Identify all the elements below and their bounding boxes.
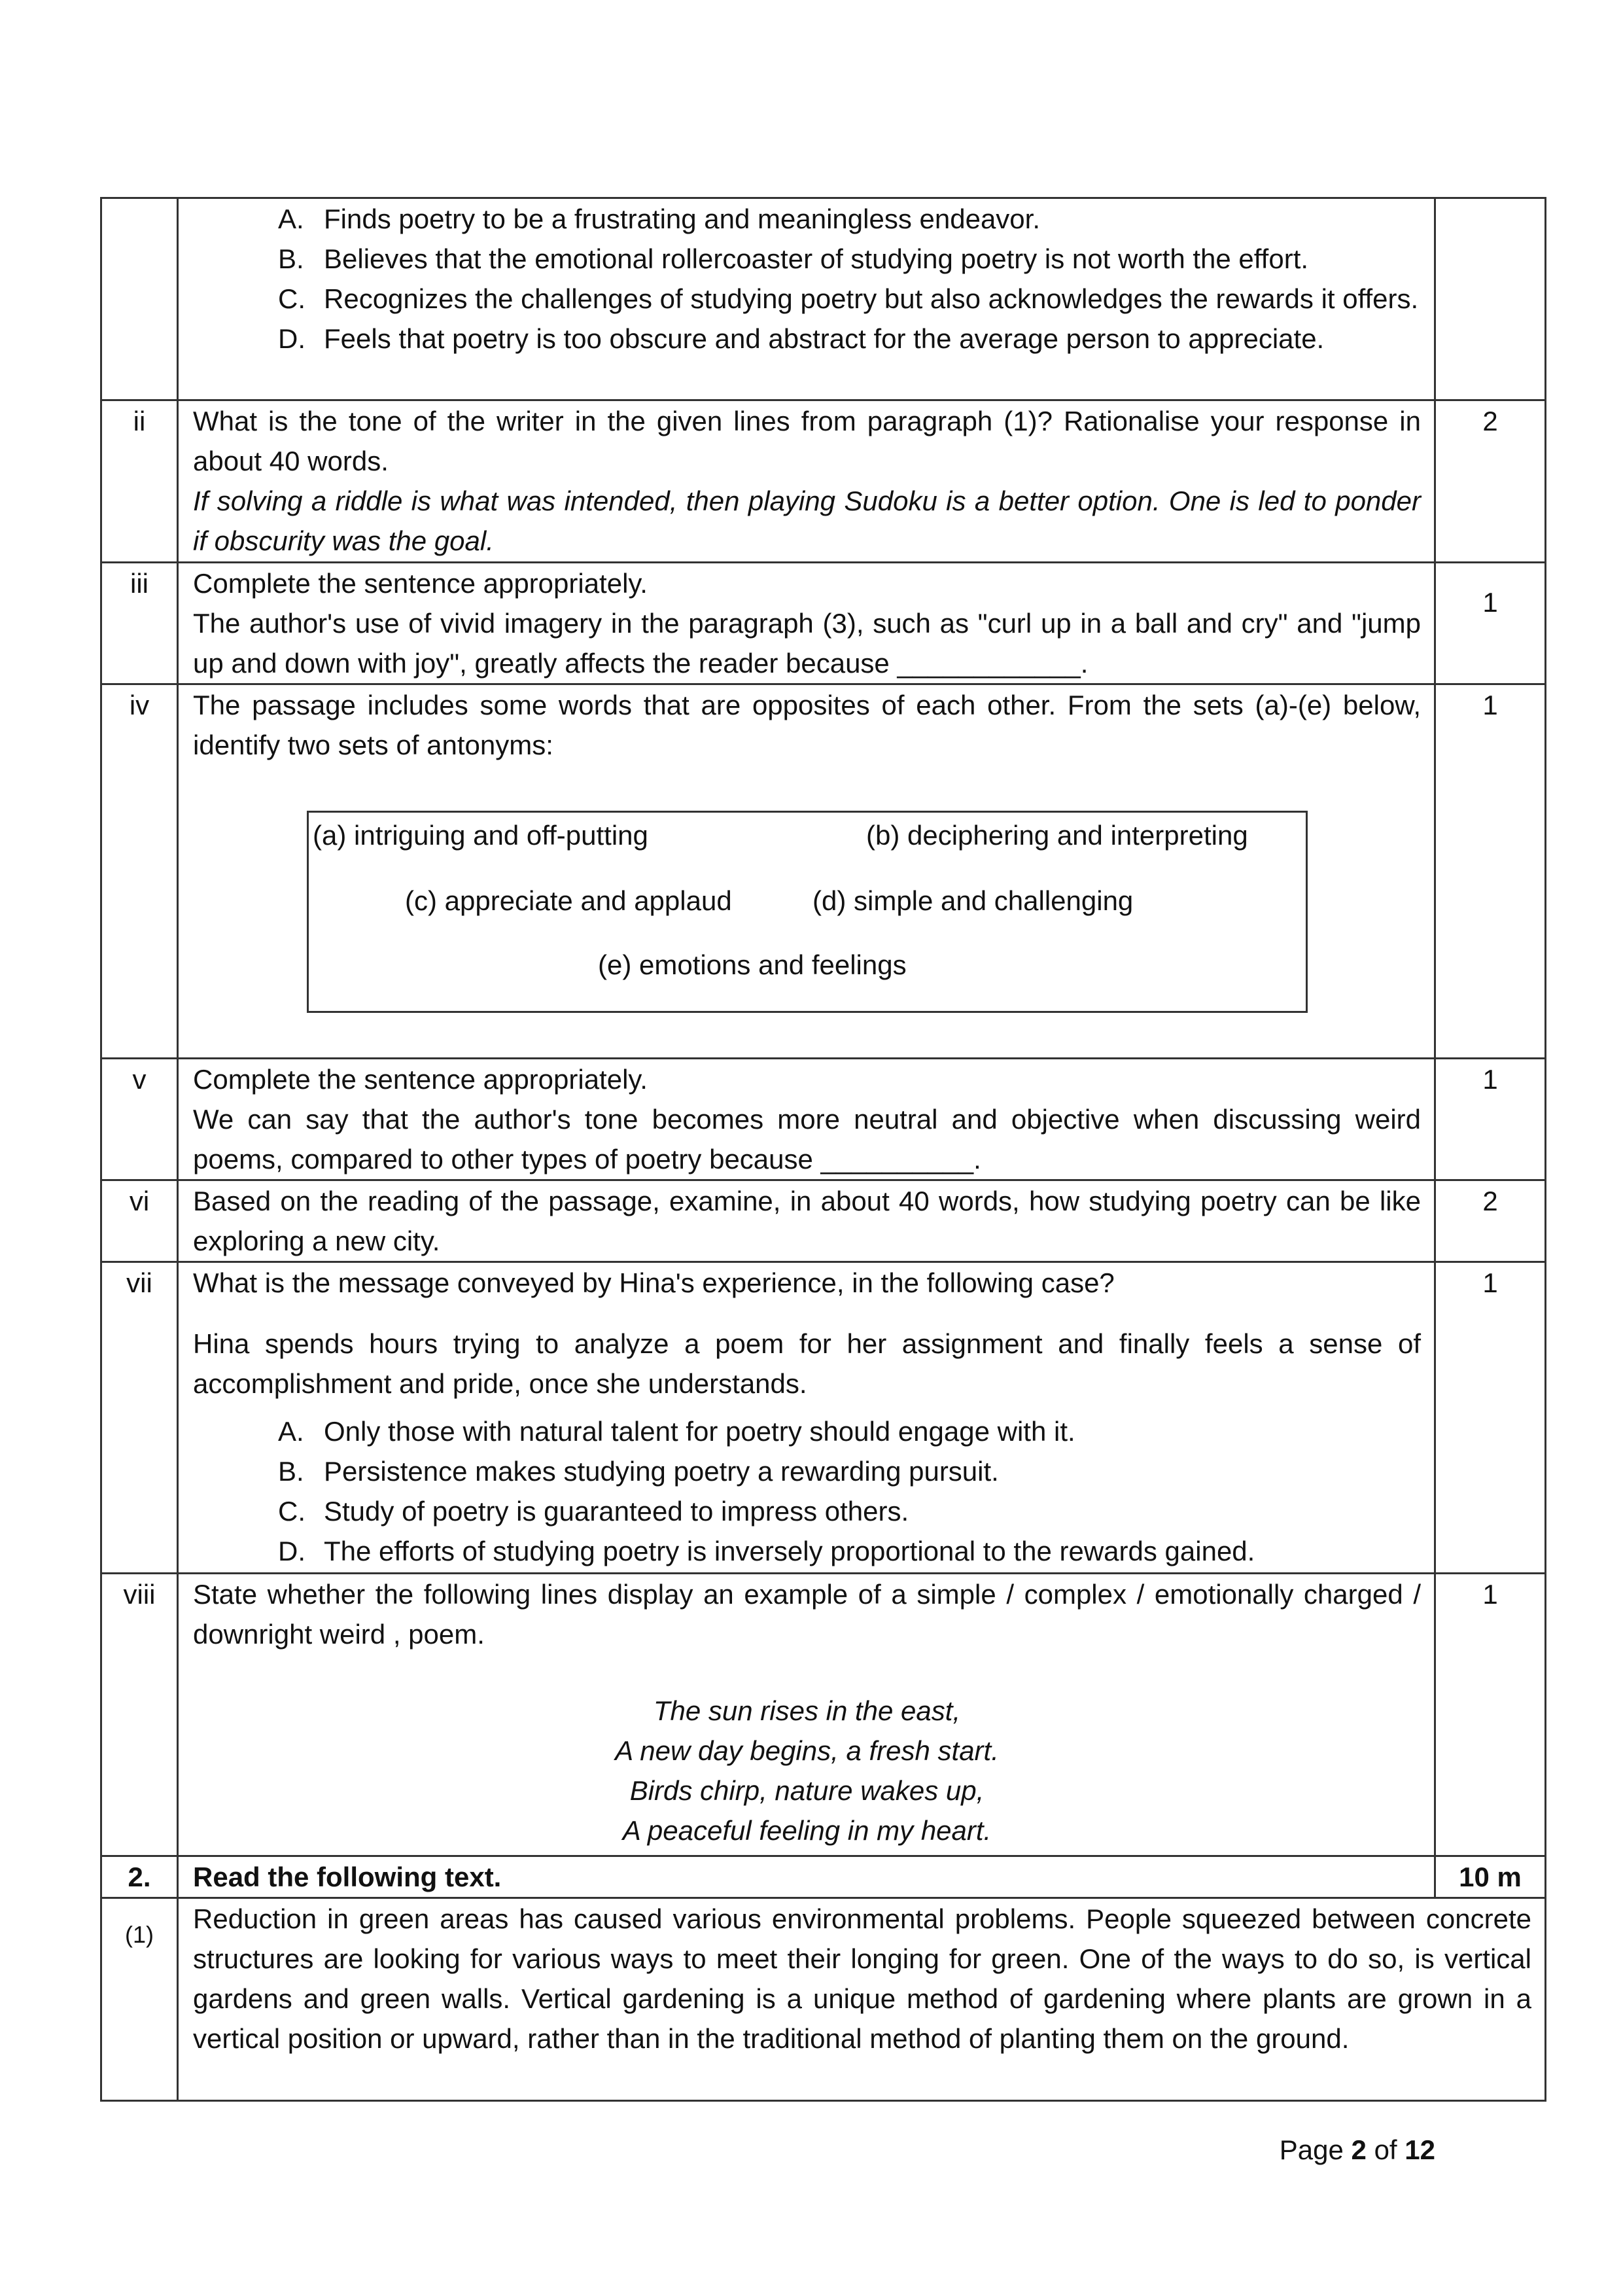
- row-number: (1): [101, 1898, 178, 2101]
- marks-cell: 1: [1435, 684, 1546, 1059]
- option: A. Finds poetry to be a frustrating and meaningless endeavor.: [278, 203, 1040, 234]
- set-d: (d) simple and challenging: [812, 885, 1134, 916]
- option-list: [193, 199, 1421, 359]
- option: B. Persistence makes studying poetry a rewarding pursuit.: [278, 1456, 999, 1487]
- set-c: (c) appreciate and applaud: [405, 885, 732, 916]
- question-text: What is the tone of the writer in the given lines from paragraph (1)? Rationalise your response in about 40 words.: [193, 406, 1421, 476]
- row-q1-options: [101, 198, 1546, 400]
- row-number: iii: [101, 563, 178, 684]
- marks-cell: [1435, 198, 1546, 400]
- question-text: State whether the following lines display an example of a simple / complex / emotionally charged / downright weird , poem.: [193, 1579, 1421, 1650]
- marks-cell: 2: [1435, 400, 1546, 563]
- question-text: What is the message conveyed by Hina's experience, in the following case?: [193, 1267, 1115, 1298]
- question-text: Based on the reading of the passage, examine, in about 40 words, how studying poetry can be like exploring a new city.: [193, 1186, 1421, 1256]
- quoted-lines: If solving a riddle is what was intended, then playing Sudoku is a better option. One is led to ponder if obscurity was the goal.: [193, 486, 1421, 556]
- set-b: (b) deciphering and interpreting: [866, 820, 1248, 851]
- antonym-options-box: [307, 811, 1308, 1013]
- question-table: [100, 197, 1546, 2102]
- row-q-iv: [101, 684, 1546, 1059]
- option: B. Believes that the emotional rollercoaster of studying poetry is not worth the effort.: [278, 243, 1309, 274]
- set-e: (e) emotions and feelings: [598, 949, 907, 980]
- passage-paragraph: Reduction in green areas has caused various environmental problems. People squeezed between concrete structures are looking for various ways to meet their longing for green. One of the ways to do so, is vertical gardens and green walls. Vertical gardening is a unique method of gardening where plants are grown in a vertical position or upward, rather than in the traditional method of planting them on the ground.: [178, 1898, 1546, 2101]
- row-number: iv: [101, 684, 178, 1059]
- row-q2: [101, 1856, 1546, 1898]
- row-q-iii: [101, 563, 1546, 684]
- row-number: viii: [101, 1574, 178, 1856]
- question-text: The passage includes some words that are opposites of each other. From the sets (a)-(e) below, identify two sets of antonyms:: [193, 690, 1421, 760]
- row-number: ii: [101, 400, 178, 563]
- option: D. Feels that poetry is too obscure and abstract for the average person to appreciate.: [278, 323, 1325, 354]
- question-body: [178, 400, 1435, 563]
- row-q-ii: [101, 400, 1546, 563]
- question-body: [178, 684, 1435, 1059]
- marks-cell: 1: [1435, 563, 1546, 684]
- question-body: [178, 1262, 1435, 1574]
- question-text: The author's use of vivid imagery in the paragraph (3), such as "curl up in a ball and cry" and "jump up and down with joy", greatly affects the reader because ____________.: [193, 608, 1421, 679]
- row-number: vii: [101, 1262, 178, 1574]
- question-body: [178, 1574, 1435, 1856]
- question-body: [178, 198, 1435, 400]
- option-list: [193, 1411, 1421, 1571]
- marks-cell: 10 m: [1435, 1856, 1546, 1898]
- question-text: We can say that the author's tone becomes more neutral and objective when discussing weird poems, compared to other types of poetry because __________.: [193, 1104, 1421, 1174]
- row-q-v: [101, 1059, 1546, 1180]
- row-q-vi: [101, 1180, 1546, 1262]
- row-number: [101, 198, 178, 400]
- marks-cell: 1: [1435, 1262, 1546, 1574]
- instruction: Complete the sentence appropriately.: [193, 568, 648, 599]
- marks-cell: 2: [1435, 1180, 1546, 1262]
- poem-lines: The sun rises in the east, A new day begins, a fresh start. Birds chirp, nature wakes up, A peaceful feeling in my heart.: [615, 1695, 999, 1846]
- option: C. Study of poetry is guaranteed to impress others.: [278, 1496, 909, 1527]
- case-text: Hina spends hours trying to analyze a poem for her assignment and finally feels a sense of accomplishment and pride, once she understands.: [193, 1328, 1421, 1399]
- row-paragraph-1: [101, 1898, 1546, 2101]
- question-body: [178, 1180, 1435, 1262]
- marks-cell: 1: [1435, 1059, 1546, 1180]
- page-number: Page 2 of 12: [1279, 2134, 1435, 2165]
- option: D. The efforts of studying poetry is inversely proportional to the rewards gained.: [278, 1536, 1255, 1566]
- section-heading: Read the following text.: [178, 1856, 1435, 1898]
- row-q-viii: [101, 1574, 1546, 1856]
- option: C. Recognizes the challenges of studying poetry but also acknowledges the rewards it offers.: [278, 283, 1419, 314]
- question-body: [178, 563, 1435, 684]
- row-number: v: [101, 1059, 178, 1180]
- option: A. Only those with natural talent for poetry should engage with it.: [278, 1416, 1075, 1447]
- row-number: 2.: [101, 1856, 178, 1898]
- row-number: vi: [101, 1180, 178, 1262]
- set-a: (a) intriguing and off-putting: [313, 820, 648, 851]
- marks-cell: 1: [1435, 1574, 1546, 1856]
- question-body: [178, 1059, 1435, 1180]
- row-q-vii: [101, 1262, 1546, 1574]
- instruction: Complete the sentence appropriately.: [193, 1064, 648, 1095]
